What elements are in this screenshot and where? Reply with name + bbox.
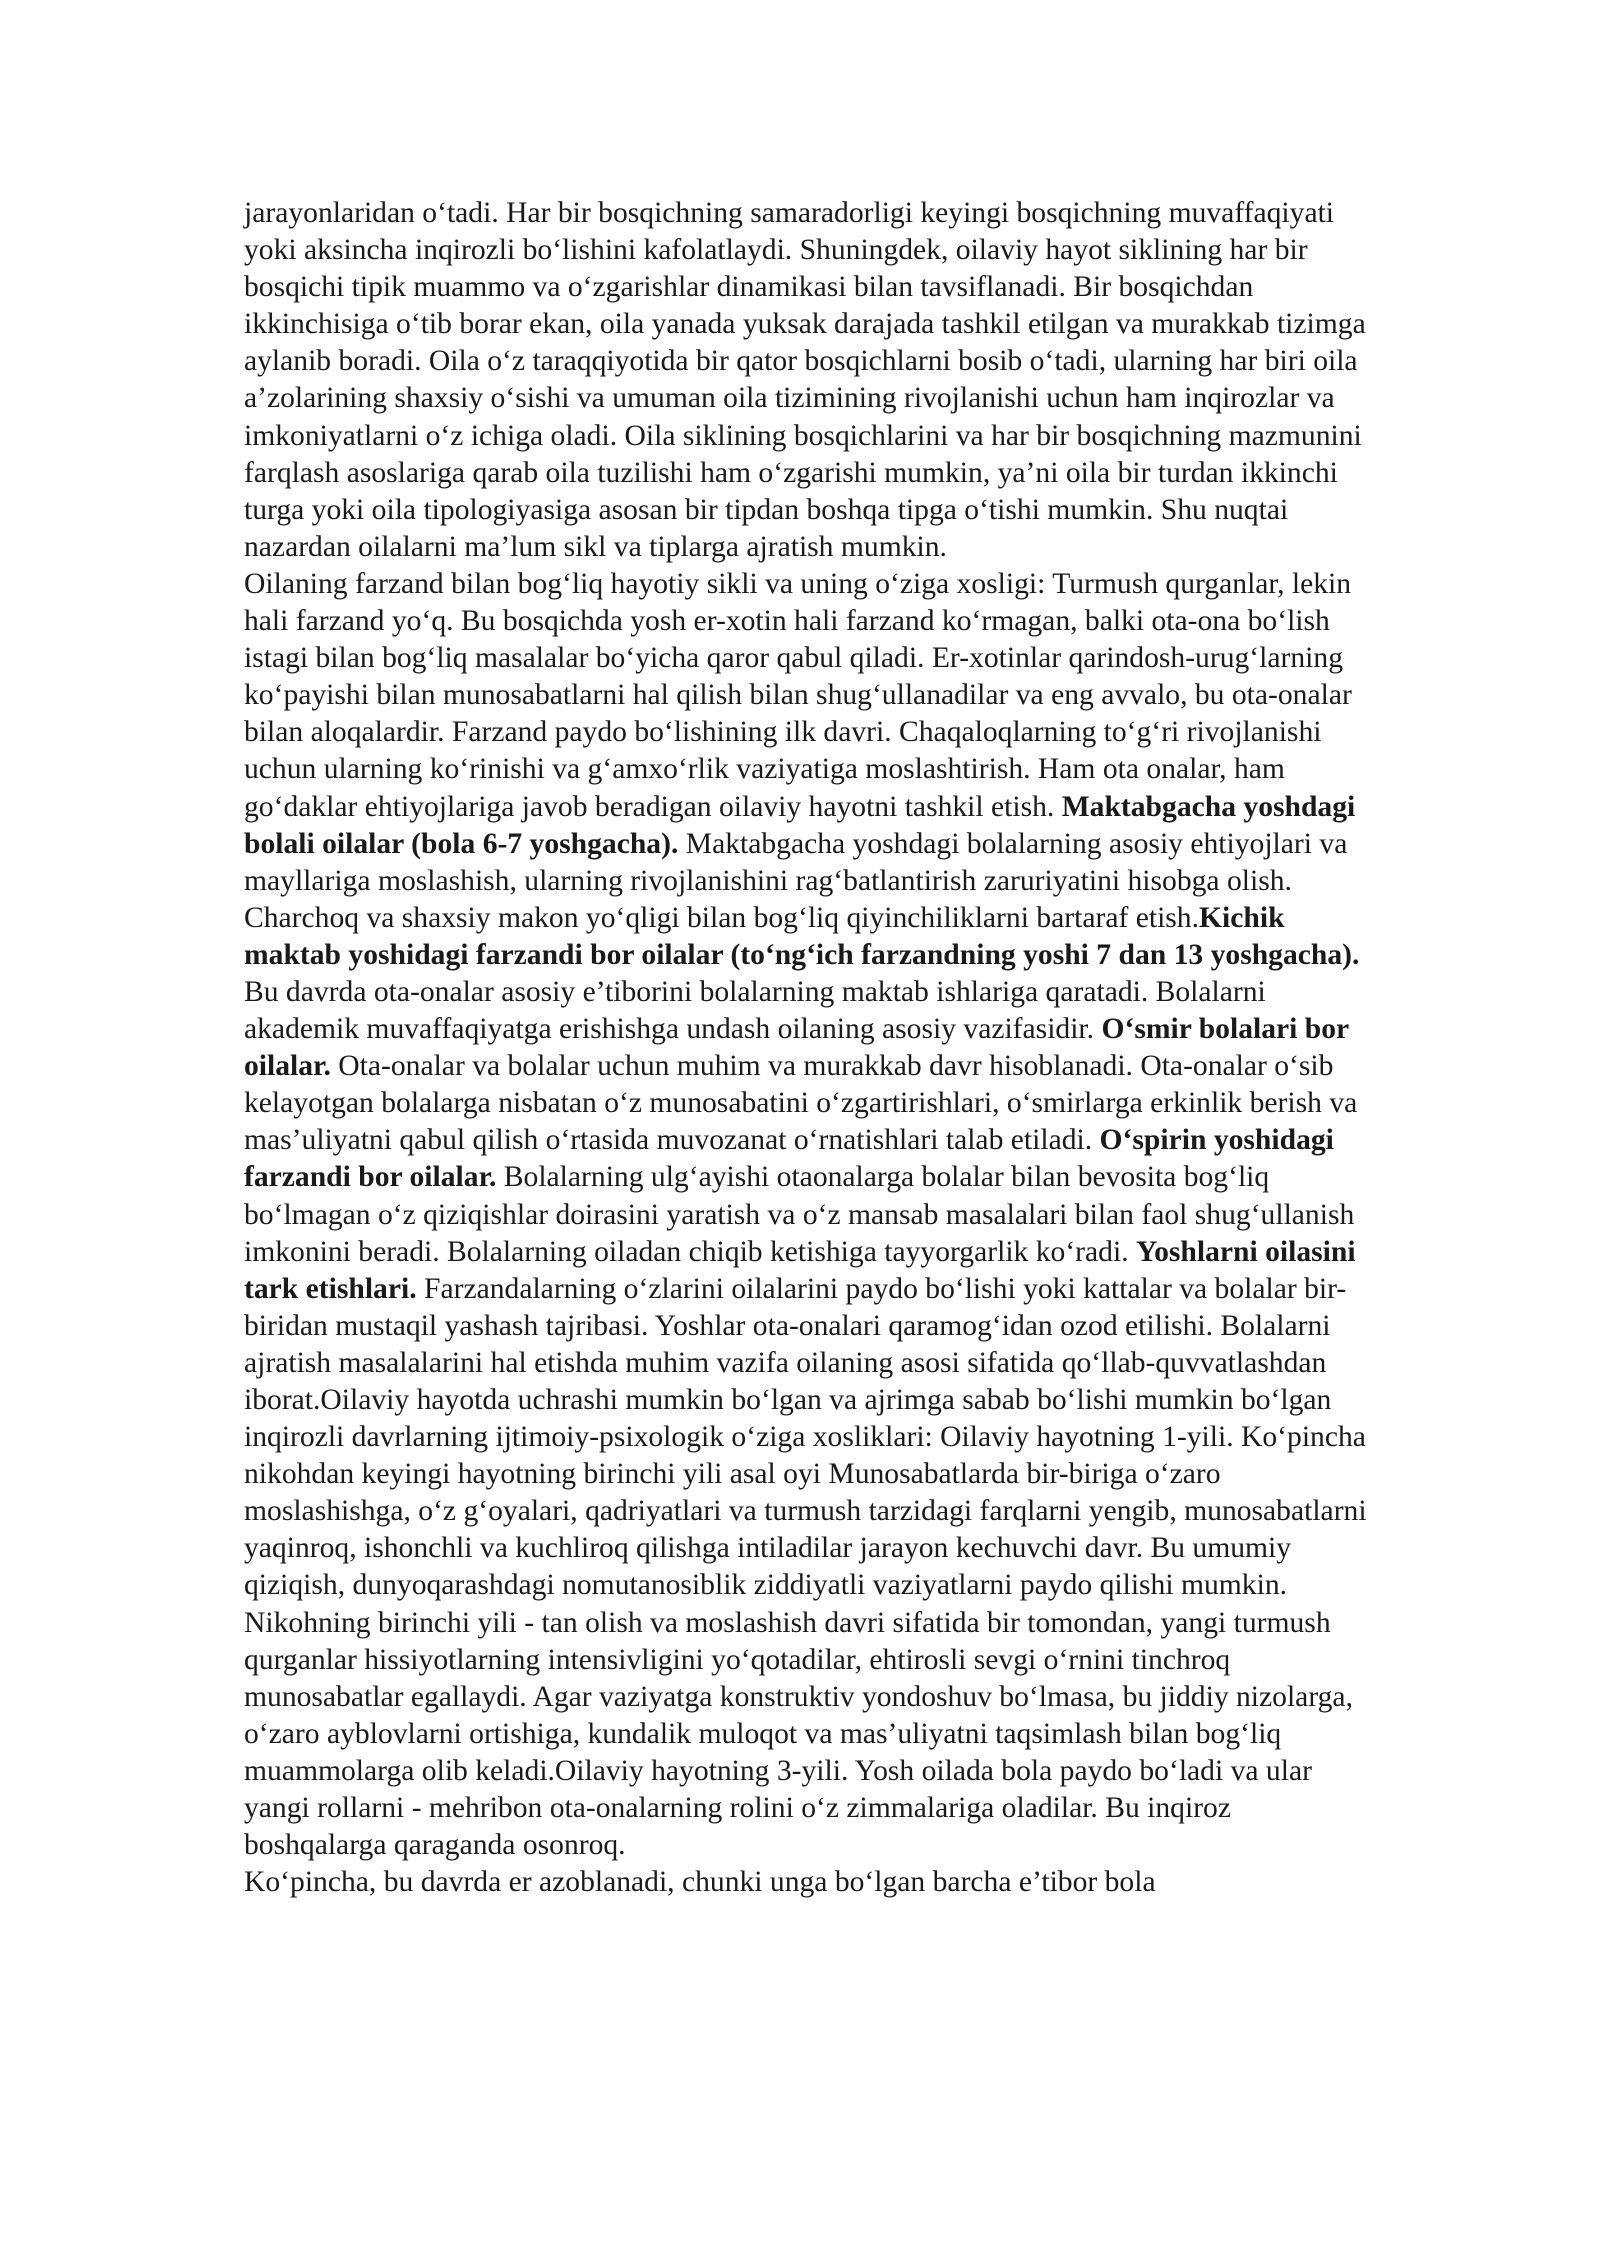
heading-adolescent-families: O‘spirin yoshidagi farzandi bor oilalar. xyxy=(244,1124,1334,1194)
paragraph-2-text-3: Bu davrda ota-onalar asosiy e’tiborini bolalarning maktab ishlariga qaratadi. Bolalarni akademik muvaffaqiyatga erishishga undash oilaning asosiy vazifasidir. xyxy=(244,975,1266,1046)
heading-teenager-families: O‘smir bolalari bor oilalar. xyxy=(244,1013,1349,1083)
heading-preschool-families: Maktabgacha yoshdagi bolali oilalar (bola 6-7 yoshgacha). xyxy=(244,790,1356,860)
document-body xyxy=(244,195,1374,1901)
paragraph-1-text: jarayonlaridan o‘tadi. Har bir bosqichning samaradorligi keyingi bosqichning muvaffaqiyati yoki aksincha inqirozli bo‘lishini kafolatlaydi. Shuningdek, oilaviy hayot siklining har bir bosqichi tipik muammo va o‘zgarishlar dinamikasi bilan tavsiflanadi. Bir bosqichdan ikkinchisiga o‘tib borar ekan, oila yanada yuksak darajada tashkil etilgan va murakkab tizimga aylanib boradi. Oila o‘z taraqqiyotida bir qator bosqichlarni bosib o‘tadi, ularning har biri oila a’zolarining shaxsiy o‘sishi va umuman oila tizimining rivojlanishi uchun ham inqirozlar va imkoniyatlarni o‘z ichiga oladi. Oila siklining bosqichlarini va har bir bosqichning mazmunini farqlash asoslariga qarab oila tuzilishi ham o‘zgarishi mumkin, ya’ni oila bir turdan ikkinchi turga yoki oila tipologiyasiga asosan bir tipdan boshqa tipga o‘tishi mumkin. Shu nuqtai nazardan oilalarni ma’lum sikl va tiplarga ajratish mumkin. xyxy=(244,197,1366,563)
paragraph-2 xyxy=(244,566,1374,1864)
paragraph-2-text-4: Ota-onalar va bolalar uchun muhim va murakkab davr hisoblanadi. Ota-onalar o‘sib kelayotgan bolalarga nisbatan o‘z munosabatini o‘zgartirishlari, o‘smirlarga erkinlik berish va mas’uliyatni qabul qilish o‘rtasida muvozanat o‘rnatishlari talab etiladi. xyxy=(244,1050,1358,1157)
paragraph-2-text-1: Oilaning farzand bilan bog‘liq hayotiy sikli va uning o‘ziga xosligi: Turmush qurganlar, lekin hali farzand yo‘q. Bu bosqichda yosh er-xotin hali farzand ko‘rmagan, balki ota-ona bo‘lish istagi bilan bog‘liq masalalar bo‘yicha qaror qabul qiladi. Er-xotinlar qarindosh-urug‘larning ko‘payishi bilan munosabatlarni hal qilish bilan shug‘ullanadilar va eng avvalo, bu ota-onalar bilan aloqalardir. Farzand paydo bo‘lishining ilk davri. Chaqaloqlarning to‘g‘ri rivojlanishi uchun ularning ko‘rinishi va g‘amxo‘rlik vaziyatiga moslashtirish. Ham ota onalar, ham go‘daklar ehtiyojlariga javob beradigan oilaviy hayotni tashkil etish. xyxy=(244,567,1352,823)
heading-primary-school-families: Kichik maktab yoshidagi farzandi bor oilalar (to‘ng‘ich farzandning yoshi 7 dan 13 yoshgacha). xyxy=(244,901,1360,971)
paragraph-3 xyxy=(244,1864,1374,1901)
paragraph-1 xyxy=(244,195,1374,566)
paragraph-3-text: Ko‘pincha, bu davrda er azoblanadi, chunki unga bo‘lgan barcha e’tibor bola xyxy=(244,1866,1156,1899)
heading-youth-leaving-home: Yoshlarni oilasini tark etishlari. xyxy=(244,1235,1356,1305)
paragraph-2-text-2: Maktabgacha yoshdagi bolalarning asosiy ehtiyojlari va mayllariga moslashish, ularning rivojlanishini rag‘batlantirish zaruriyatini hisobga olish. Charchoq va shaxsiy makon yo‘qligi bilan bog‘liq qiyinchiliklarni bartaraf etish. xyxy=(244,827,1348,934)
paragraph-2-text-5: Bolalarning ulg‘ayishi otaonalarga bolalar bilan bevosita bog‘liq bo‘lmagan o‘z qiziqishlar doirasini yaratish va o‘z mansab masalalari bilan faol shug‘ullanish imkonini beradi. Bolalarning oiladan chiqib ketishiga tayyorgarlik ko‘radi. xyxy=(244,1161,1355,1268)
paragraph-2-text-6: Farzandalarning o‘zlarini oilalarini paydo bo‘lishi yoki kattalar va bolalar bir-biridan mustaqil yashash tajribasi. Yoshlar ota-onalari qaramog‘idan ozod etilishi. Bolalarni ajratish masalalarini hal etishda muhim vazifa oilaning asosi sifatida qo‘llab-quvvatlashdan iborat.Oilaviy hayotda uchrashi mumkin bo‘lgan va ajrimga sabab bo‘lishi mumkin bo‘lgan inqirozli davrlarning ijtimoiy-psixologik o‘ziga xosliklari: Oilaviy hayotning 1-yili. Ko‘pincha nikohdan keyingi hayotning birinchi yili asal oyi Munosabatlarda bir-biriga o‘zaro moslashishga, o‘z g‘oyalari, qadriyatlari va turmush tarzidagi farqlarni yengib, munosabatlarni yaqinroq, ishonchli va kuchliroq qilishga intiladilar jarayon kechuvchi davr. Bu umumiy qiziqish, dunyoqarashdagi nomutanosiblik ziddiyatli vaziyatlarni paydo qilishi mumkin. Nikohning birinchi yili - tan olish va moslashish davri sifatida bir tomondan, yangi turmush qurganlar hissiyotlarning intensivligini yo‘qotadilar, ehtirosli sevgi o‘rnini tinchroq munosabatlar egallaydi. Agar vaziyatga konstruktiv yondoshuv bo‘lmasa, bu jiddiy nizolarga, o‘zaro ayblovlarni ortishiga, kundalik muloqot va mas’uliyatni taqsimlash bilan bog‘liq muammolarga olib keladi.Oilaviy hayotning 3-yili. Yosh oilada bola paydo bo‘ladi va ular yangi rollarni - mehribon ota-onalarning rolini o‘z zimmalariga oladilar. Bu inqiroz boshqalarga qaraganda osonroq. xyxy=(244,1272,1367,1862)
